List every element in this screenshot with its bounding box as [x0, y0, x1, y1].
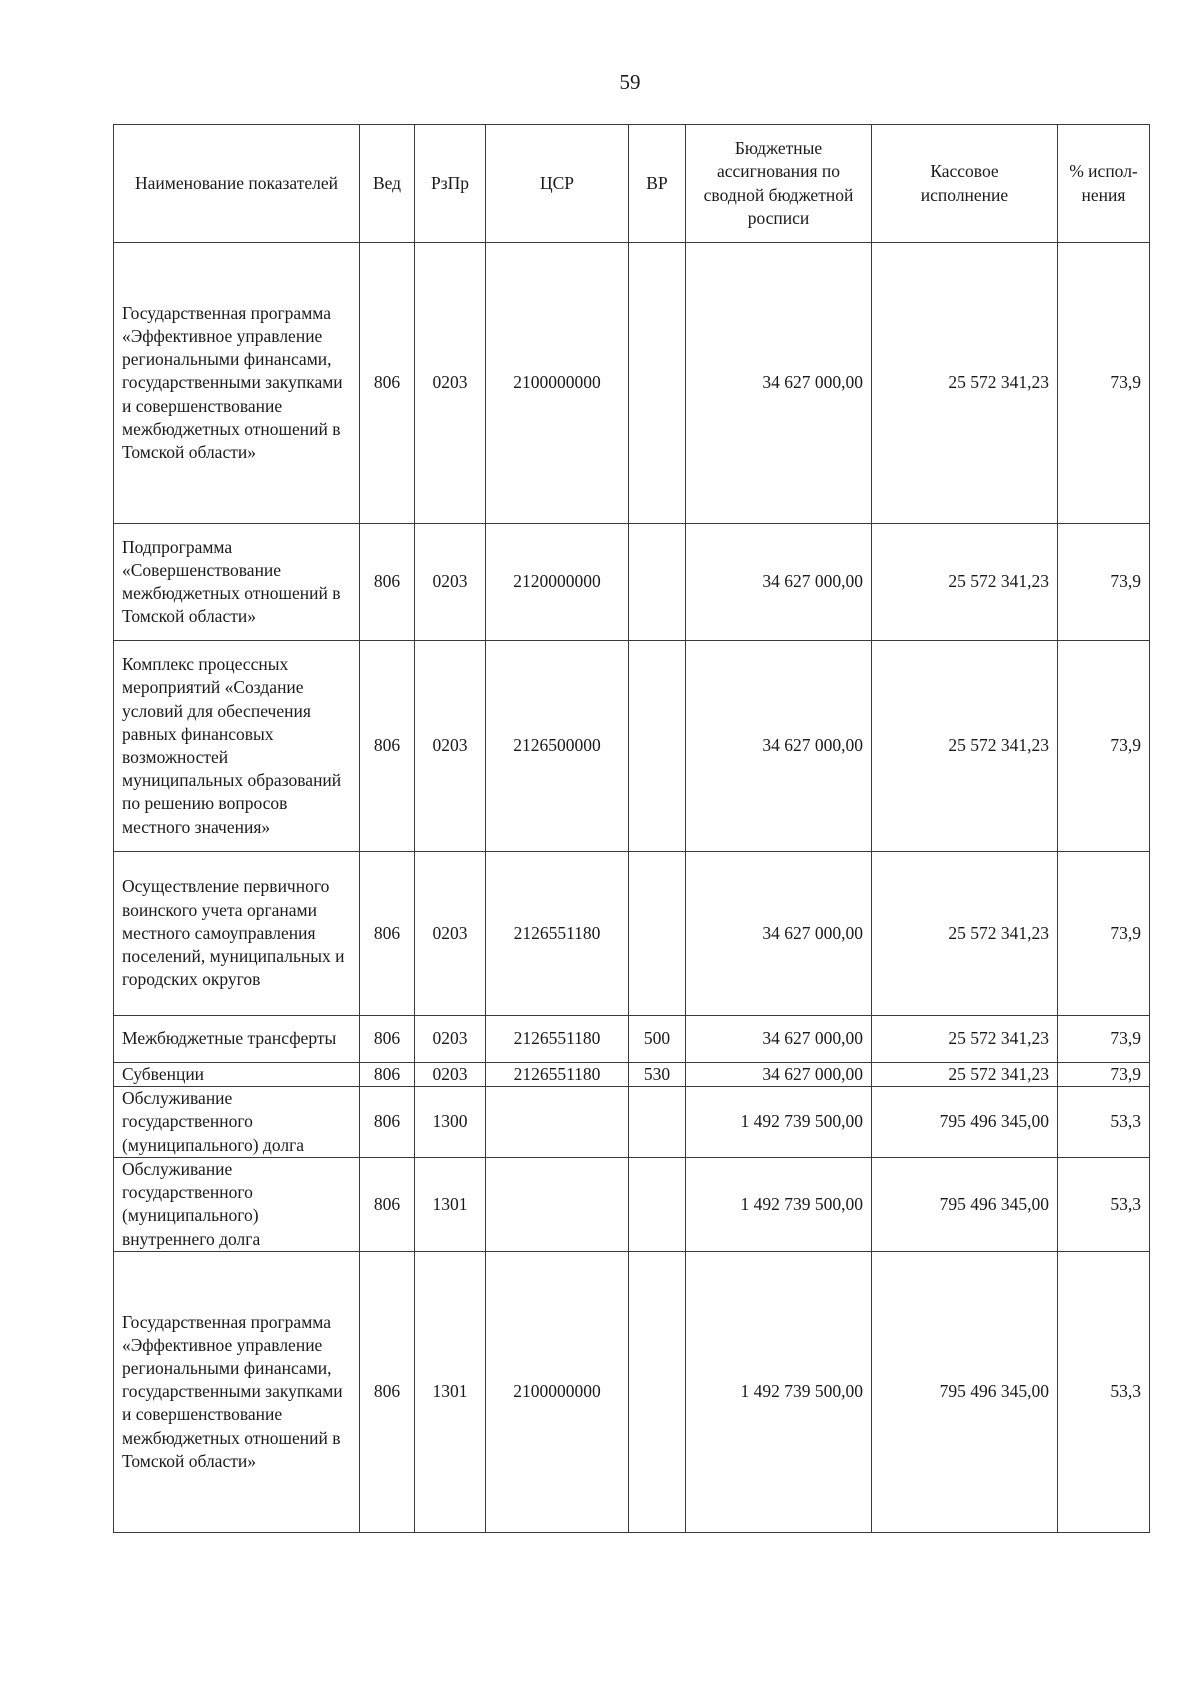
row-vr — [629, 1157, 686, 1251]
row-vr — [629, 243, 686, 524]
table-row — [114, 852, 1150, 1016]
row-ved: 806 — [360, 1251, 415, 1532]
row-vr: 530 — [629, 1063, 686, 1087]
row-vr — [629, 524, 686, 641]
row-assignments: 34 627 000,00 — [686, 852, 872, 1016]
table-row — [114, 1157, 1150, 1251]
row-percent: 73,9 — [1058, 1063, 1150, 1087]
header-name: Наименование показателей — [114, 125, 360, 243]
row-ved: 806 — [360, 243, 415, 524]
row-vr — [629, 852, 686, 1016]
row-assignments: 34 627 000,00 — [686, 1063, 872, 1087]
row-rzpr: 0203 — [415, 852, 486, 1016]
row-vr — [629, 1087, 686, 1158]
row-percent: 53,3 — [1058, 1251, 1150, 1532]
table-row — [114, 243, 1150, 524]
row-ved: 806 — [360, 1087, 415, 1158]
row-cash-execution: 795 496 345,00 — [872, 1251, 1058, 1532]
row-percent: 73,9 — [1058, 1016, 1150, 1063]
table-row — [114, 1016, 1150, 1063]
row-name: Государственная программа «Эффективное управление региональными финансами, государственными закупками и совершенствование межбюджетных отношений в Томской области» — [114, 243, 360, 524]
budget-table — [113, 124, 1150, 1533]
page-number: 59 — [619, 70, 641, 94]
row-ved: 806 — [360, 1063, 415, 1087]
row-assignments: 34 627 000,00 — [686, 1016, 872, 1063]
row-rzpr: 0203 — [415, 243, 486, 524]
row-name: Межбюджетные трансферты — [114, 1016, 360, 1063]
row-assignments: 34 627 000,00 — [686, 243, 872, 524]
row-assignments: 1 492 739 500,00 — [686, 1087, 872, 1158]
row-cash-execution: 25 572 341,23 — [872, 243, 1058, 524]
row-percent: 73,9 — [1058, 243, 1150, 524]
header-csr: ЦСР — [486, 125, 629, 243]
table-row — [114, 641, 1150, 852]
row-name: Обслуживание государственного (муниципального) долга — [114, 1087, 360, 1158]
row-name: Осуществление первичного воинского учета органами местного самоуправления поселений, муниципальных и городских округов — [114, 852, 360, 1016]
row-csr — [486, 1087, 629, 1158]
row-ved: 806 — [360, 852, 415, 1016]
row-vr: 500 — [629, 1016, 686, 1063]
row-csr — [486, 1157, 629, 1251]
row-cash-execution: 795 496 345,00 — [872, 1087, 1058, 1158]
row-assignments: 34 627 000,00 — [686, 641, 872, 852]
row-csr: 2126551180 — [486, 852, 629, 1016]
row-cash-execution: 795 496 345,00 — [872, 1157, 1058, 1251]
row-name: Комплекс процессных мероприятий «Создание условий для обеспечения равных финансовых возможностей муниципальных образований по решению вопросов местного значения» — [114, 641, 360, 852]
row-assignments: 1 492 739 500,00 — [686, 1251, 872, 1532]
row-percent: 73,9 — [1058, 852, 1150, 1016]
row-ved: 806 — [360, 1157, 415, 1251]
row-name: Государственная программа «Эффективное управление региональными финансами, государственными закупками и совершенствование межбюджетных отношений в Томской области» — [114, 1251, 360, 1532]
row-cash-execution: 25 572 341,23 — [872, 852, 1058, 1016]
header-cash-execution: Кассовое исполнение — [872, 125, 1058, 243]
row-rzpr: 0203 — [415, 641, 486, 852]
table-row — [114, 1087, 1150, 1158]
table-row — [114, 524, 1150, 641]
table-row — [114, 1251, 1150, 1532]
row-rzpr: 0203 — [415, 524, 486, 641]
row-rzpr: 0203 — [415, 1016, 486, 1063]
row-percent: 73,9 — [1058, 524, 1150, 641]
row-percent: 53,3 — [1058, 1157, 1150, 1251]
row-rzpr: 1301 — [415, 1157, 486, 1251]
header-assignments: Бюджетные ассигнования по сводной бюджетной росписи — [686, 125, 872, 243]
row-cash-execution: 25 572 341,23 — [872, 524, 1058, 641]
header-vr: ВР — [629, 125, 686, 243]
row-name: Подпрограмма «Совершенствование межбюджетных отношений в Томской области» — [114, 524, 360, 641]
row-ved: 806 — [360, 1016, 415, 1063]
row-rzpr: 0203 — [415, 1063, 486, 1087]
row-rzpr: 1301 — [415, 1251, 486, 1532]
header-ved: Вед — [360, 125, 415, 243]
row-csr: 2126551180 — [486, 1063, 629, 1087]
header-percent: % испол-нения — [1058, 125, 1150, 243]
header-rzpr: РзПр — [415, 125, 486, 243]
table-row — [114, 1063, 1150, 1087]
row-csr: 2126500000 — [486, 641, 629, 852]
row-csr: 2100000000 — [486, 1251, 629, 1532]
row-cash-execution: 25 572 341,23 — [872, 1063, 1058, 1087]
row-vr — [629, 641, 686, 852]
row-name: Субвенции — [114, 1063, 360, 1087]
row-vr — [629, 1251, 686, 1532]
row-rzpr: 1300 — [415, 1087, 486, 1158]
row-percent: 73,9 — [1058, 641, 1150, 852]
row-cash-execution: 25 572 341,23 — [872, 1016, 1058, 1063]
row-name: Обслуживание государственного (муниципального) внутреннего долга — [114, 1157, 360, 1251]
row-csr: 2100000000 — [486, 243, 629, 524]
header-row — [114, 125, 1150, 243]
row-ved: 806 — [360, 641, 415, 852]
row-percent: 53,3 — [1058, 1087, 1150, 1158]
row-assignments: 1 492 739 500,00 — [686, 1157, 872, 1251]
row-cash-execution: 25 572 341,23 — [872, 641, 1058, 852]
row-csr: 2126551180 — [486, 1016, 629, 1063]
row-csr: 2120000000 — [486, 524, 629, 641]
row-assignments: 34 627 000,00 — [686, 524, 872, 641]
row-ved: 806 — [360, 524, 415, 641]
